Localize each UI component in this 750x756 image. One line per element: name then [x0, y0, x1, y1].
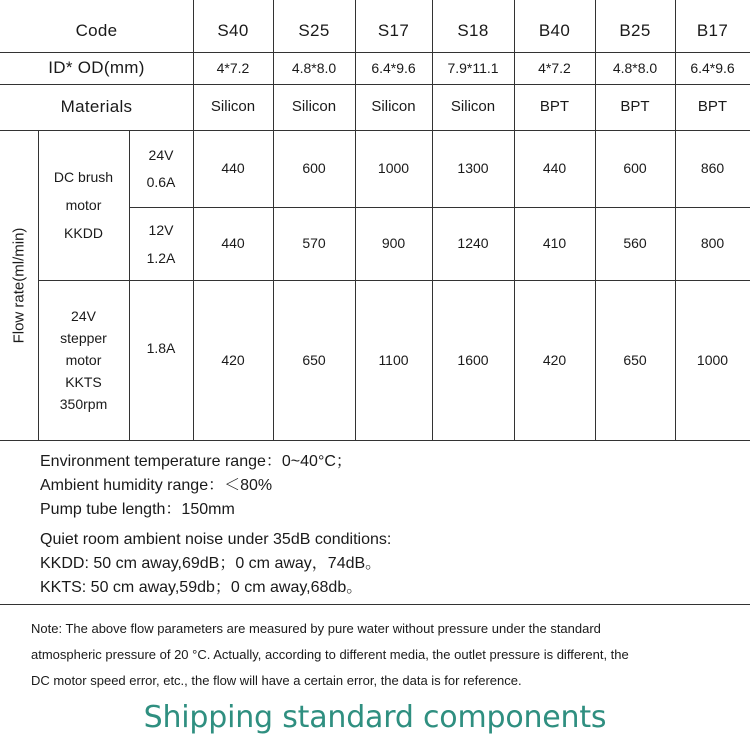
flow-rate-label: Flow rate(ml/min) [10, 227, 28, 343]
flow-stepper-cell: 420 [221, 351, 245, 368]
code-label: Code [75, 21, 118, 41]
flow-dc12v-cell: 440 [221, 235, 245, 252]
flow-dc12v-cell: 1240 [457, 235, 489, 252]
material-cell: BPT [620, 98, 650, 116]
flow-dc12v-cell: 560 [623, 235, 647, 252]
flow-dc24v-cell: 600 [302, 160, 326, 177]
material-cell: Silicon [210, 98, 256, 116]
idod-cell: 6.4*9.6 [371, 59, 416, 76]
flow-stepper-cell: 650 [302, 351, 326, 368]
code-cell: S25 [298, 21, 330, 41]
flow-stepper-cell: 1000 [696, 351, 729, 368]
idod-cell: 4.8*8.0 [291, 59, 337, 76]
grid-line [0, 440, 750, 441]
code-cell: S40 [217, 21, 249, 41]
flow-stepper-cell: 1600 [457, 351, 489, 368]
code-cell: B17 [696, 21, 729, 41]
material-cell: BPT [539, 98, 570, 116]
idod-cell: 7.9*11.1 [447, 59, 499, 76]
flow-dc24v-cell: 1300 [457, 160, 489, 177]
flow-dc12v-cell: 900 [381, 235, 406, 252]
code-cell: S18 [457, 21, 489, 41]
code-cell: B40 [538, 21, 571, 41]
temperature-range: Environment temperature range：0~40°C； [40, 453, 352, 470]
footnote: Note: The above flow parameters are measured by pure water without pressure under the standard atmospheric pressure of 20 °C. Actually, according to different media, the outlet pressure is different, the DC motor speed error, etc., the flow will have a certain error, the data is for reference. [31, 621, 629, 688]
flow-dc12v-cell: 410 [542, 235, 567, 252]
noise-title: Quiet room ambient noise under 35dB conditions: [40, 531, 392, 548]
divider [0, 604, 750, 605]
flow-dc24v-cell: 440 [542, 160, 567, 177]
idod-label: ID* OD(mm) [48, 58, 145, 78]
material-cell: Silicon [450, 98, 496, 116]
material-cell: BPT [697, 98, 728, 116]
material-cell: Silicon [371, 98, 416, 116]
code-cell: S17 [377, 21, 410, 41]
stepper-motor-label: 24V stepper motor KKTS 350rpm [59, 308, 108, 412]
materials-label: Materials [60, 97, 133, 117]
flow-dc24v-cell: 1000 [377, 160, 410, 177]
spec-notes [40, 450, 391, 600]
dc-12v-spec: 12V 1.2A [146, 221, 176, 266]
dc-24v-spec: 24V 0.6A [146, 146, 176, 190]
code-cell: B25 [619, 21, 651, 41]
flow-dc12v-cell: 800 [700, 235, 725, 252]
idod-cell: 6.4*9.6 [690, 59, 735, 76]
flow-dc24v-cell: 440 [221, 160, 245, 177]
kkts-noise: KKTS: 50 cm away,59db；0 cm away,68db。 [40, 579, 363, 596]
flow-dc12v-cell: 570 [302, 235, 326, 252]
flow-stepper-cell: 420 [542, 351, 567, 368]
flow-stepper-cell: 650 [623, 351, 647, 368]
idod-cell: 4*7.2 [216, 59, 250, 76]
idod-cell: 4*7.2 [538, 59, 571, 76]
idod-cell: 4.8*8.0 [612, 59, 658, 76]
flow-stepper-cell: 1100 [378, 351, 409, 368]
kkdd-noise: KKDD: 50 cm away,69dB；0 cm away，74dB。 [40, 555, 382, 572]
flow-dc24v-cell: 600 [623, 160, 647, 177]
dc-motor-label: DC brush motor KKDD [53, 169, 114, 241]
material-cell: Silicon [291, 98, 337, 116]
humidity-range: Ambient humidity range：＜80% [40, 477, 273, 494]
tube-length: Pump tube length：150mm [40, 501, 235, 518]
flow-dc24v-cell: 860 [700, 160, 725, 177]
shipping-title: Shipping standard components [143, 700, 607, 735]
stepper-current: 1.8A [146, 339, 176, 356]
